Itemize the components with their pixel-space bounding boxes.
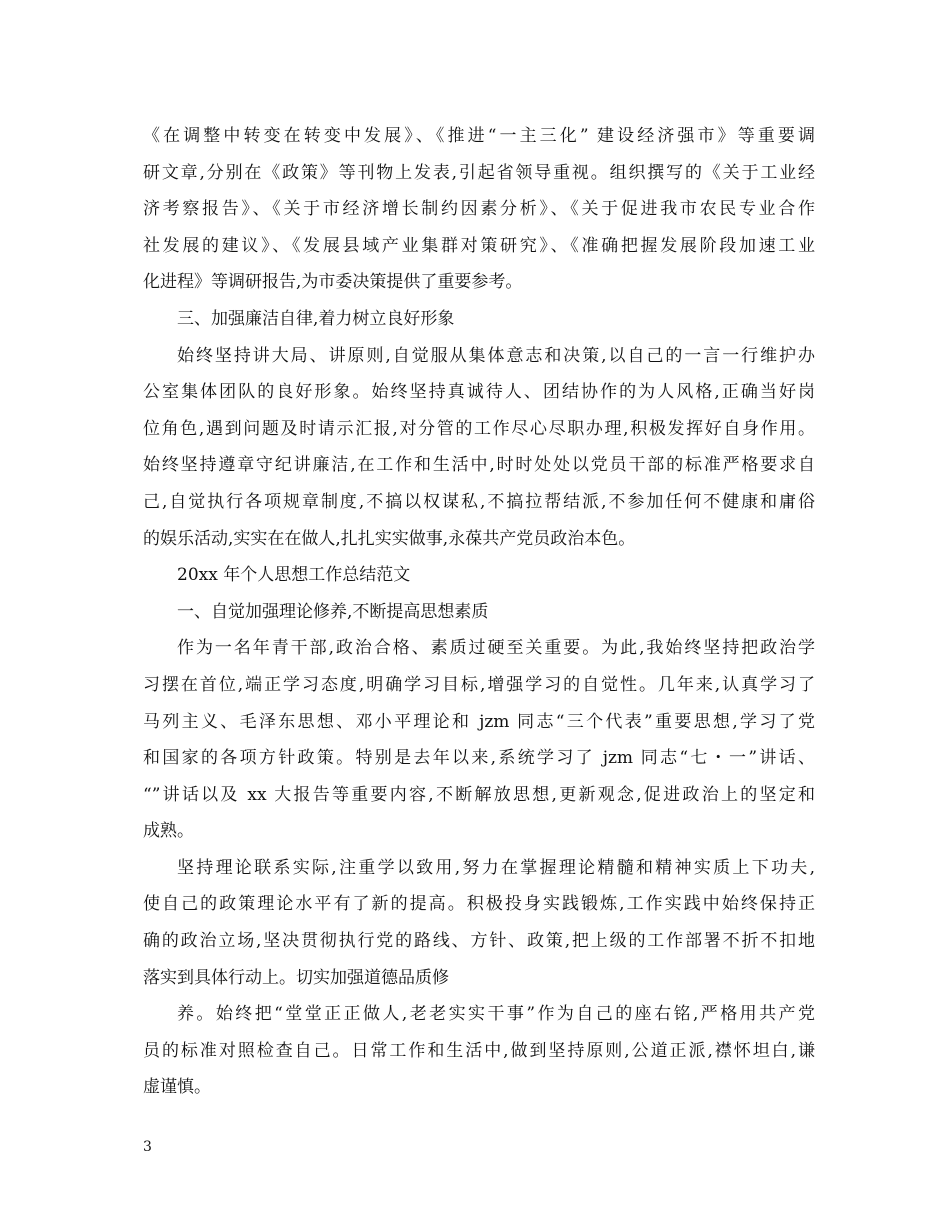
text-line: 养。始终把“堂堂正正做人,老老实实干事”作为自己的座右铭,严格用共产党 [177, 1004, 815, 1025]
text-line: 成熟。 [143, 821, 194, 842]
text-line: 己,自觉执行各项规章制度,不搞以权谋私,不搞拉帮结派,不参加任何不健康和庸俗 [143, 491, 815, 512]
text-line: 使自己的政策理论水平有了新的提高。积极投身实践锻炼,工作实践中始终保持正 [143, 894, 815, 915]
text-line: 化进程》等调研报告,为市委决策提供了重要参考。 [143, 272, 523, 293]
text-line: 员的标准对照检查自己。日常工作和生活中,做到坚持原则,公道正派,襟怀坦白,谦 [143, 1040, 815, 1061]
text-line: 社发展的建议》、《发展县域产业集群对策研究》、《准确把握发展阶段加速工业 [143, 235, 815, 256]
text-line: 三、加强廉洁自律,着力树立良好形象 [177, 308, 455, 329]
text-line: 的娱乐活动,实实在在做人,扎扎实实做事,永葆共产党员政治本色。 [143, 528, 636, 549]
page-number: 3 [143, 1139, 152, 1155]
text-line: 一、自觉加强理论修养,不断提高思想素质 [177, 601, 489, 622]
text-line: 《在调整中转变在转变中发展》、《推进“一主三化” 建设经济强市》等重要调 [143, 126, 815, 146]
text-line: 坚持理论联系实际,注重学以致用,努力在掌握理论精髓和精神实质上下功夫, [177, 857, 815, 878]
text-line: 始终坚持遵章守纪讲廉洁,在工作和生活中,时时处处以党员干部的标准严格要求自 [143, 455, 815, 476]
text-line: 济考察报告》、《关于市经济增长制约因素分析》、《关于促进我市农民专业合作 [143, 199, 815, 220]
text-line: 习摆在首位,端正学习态度,明确学习目标,增强学习的自觉性。几年来,认真学习了 [143, 674, 815, 695]
text-line: 位角色,遇到问题及时请示汇报,对分管的工作尽心尽职办理,积极发挥好自身作用。 [143, 418, 815, 439]
text-line: 确的政治立场,坚决贯彻执行党的路线、方针、政策,把上级的工作部署不折不扣地 [143, 931, 815, 952]
text-line: 研文章,分别在《政策》等刊物上发表,引起省领导重视。组织撰写的《关于工业经 [143, 162, 815, 183]
text-line: 始终坚持讲大局、讲原则,自觉服从集体意志和决策,以自己的一言一行维护办 [177, 345, 815, 366]
text-line: 20xx 年个人思想工作总结范文 [177, 565, 411, 586]
text-line: 公室集体团队的良好形象。始终坚持真诚待人、团结协作的为人风格,正确当好岗 [143, 382, 815, 403]
text-line: 马列主义、毛泽东思想、邓小平理论和 jzm 同志“三个代表”重要思想,学习了党 [143, 711, 815, 732]
text-line: 和国家的各项方针政策。特别是去年以来,系统学习了 jzm 同志“七・一”讲话、 [143, 748, 815, 769]
text-line: 作为一名年青干部,政治合格、素质过硬至关重要。为此,我始终坚持把政治学 [177, 638, 815, 659]
text-line: 虚谨慎。 [143, 1077, 211, 1098]
document-body [143, 118, 815, 1106]
text-line: “”讲话以及 xx 大报告等重要内容,不断解放思想,更新观念,促进政治上的坚定和 [143, 784, 815, 805]
text-line: 落实到具体行动上。切实加强道德品质修 [143, 967, 449, 988]
